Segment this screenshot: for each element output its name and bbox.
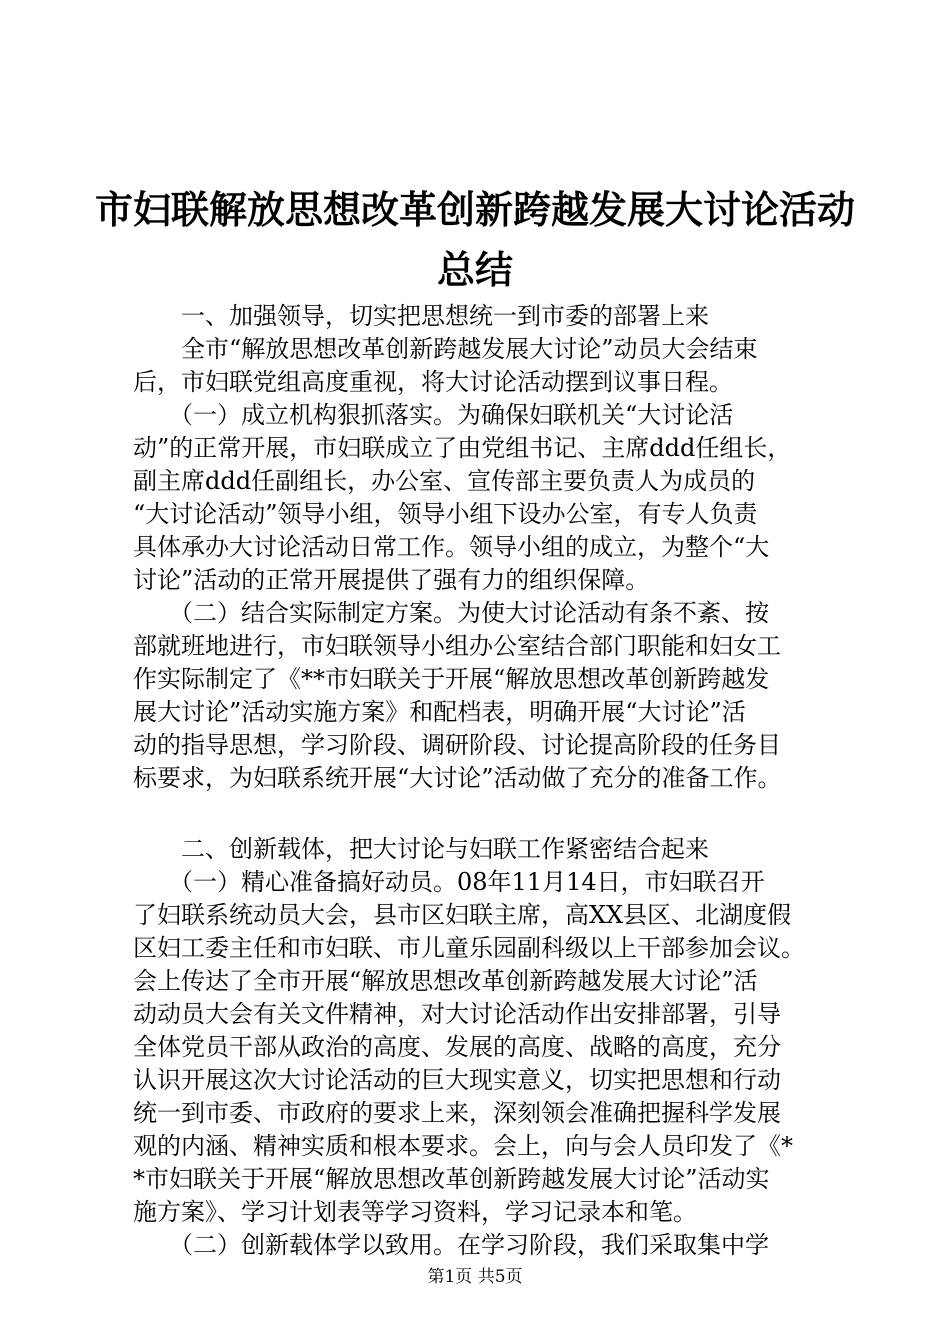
body-line: 全市“解放思想改革创新跨越发展大讨论”动员大会结束 — [133, 335, 758, 363]
body-line: 标要求，为妇联系统开展“大讨论”活动做了充分的准备工作。 — [133, 764, 782, 792]
body-line: 全体党员干部从政治的高度、发展的高度、战略的高度，充分 — [133, 1033, 781, 1061]
body-line: *市妇联关于开展“解放思想改革创新跨越发展大讨论”活动实 — [133, 1165, 770, 1193]
body-line: 一、加强领导，切实把思想统一到市委的部署上来 — [133, 302, 709, 330]
body-line: 统一到市委、市政府的要求上来，深刻领会准确把握科学发展 — [133, 1099, 781, 1127]
body-line: （一）精心准备搞好动员。08年11月14日，市妇联召开 — [133, 868, 765, 896]
body-line: 动动员大会有关文件精神，对大讨论活动作出安排部署，引导 — [133, 1000, 781, 1028]
document-title-line-2: 总结 — [436, 247, 513, 292]
body-line: 副主席ddd任副组长，办公室、宣传部主要负责人为成员的 — [133, 467, 756, 495]
body-line: 会上传达了全市开展“解放思想改革创新跨越发展大讨论”活 — [133, 967, 758, 995]
body-line: 了妇联系统动员大会，县市区妇联主席，高XX县区、北湖度假 — [133, 901, 792, 929]
body-line: 施方案》、学习计划表等学习资料，学习记录本和笔。 — [133, 1198, 697, 1226]
body-line: 展大讨论”活动实施方案》和配档表，明确开展“大讨论”活 — [133, 698, 746, 726]
body-line: 区妇工委主任和市妇联、市儿童乐园副科级以上干部参加会议。 — [133, 934, 805, 962]
body-line: （二）创新载体学以致用。在学习阶段，我们采取集中学 — [133, 1231, 769, 1259]
document-body — [133, 300, 833, 1262]
paragraph-gap — [133, 795, 833, 833]
body-line: “大讨论活动”领导小组，领导小组下设办公室，有专人负责 — [133, 500, 758, 528]
body-line: 动”的正常开展，市妇联成立了由党组书记、主席ddd任组长， — [133, 434, 792, 462]
body-line: （二）结合实际制定方案。为使大讨论活动有条不紊、按 — [133, 599, 769, 627]
body-line: 部就班地进行，市妇联领导小组办公室结合部门职能和妇女工 — [133, 632, 781, 660]
body-line: 认识开展这次大讨论活动的巨大现实意义，切实把思想和行动 — [133, 1066, 781, 1094]
body-line: 后，市妇联党组高度重视，将大讨论活动摆到议事日程。 — [133, 368, 733, 396]
body-line: 具体承办大讨论活动日常工作。领导小组的成立，为整个“大 — [133, 533, 770, 561]
document-title-line-1: 市妇联解放思想改革创新跨越发展大讨论活动 — [94, 187, 855, 232]
body-line: 讨论”活动的正常开展提供了强有力的组织保障。 — [133, 566, 650, 594]
body-line: 观的内涵、精神实质和根本要求。会上，向与会人员印发了《* — [133, 1132, 793, 1160]
body-line: 作实际制定了《**市妇联关于开展“解放思想改革创新跨越发 — [133, 665, 770, 693]
body-line: （一）成立机构狠抓落实。为确保妇联机关“大讨论活 — [133, 401, 734, 429]
body-line: 二、创新载体，把大讨论与妇联工作紧密结合起来 — [133, 835, 709, 863]
page-footer: 第1页 共5页 — [427, 1267, 523, 1287]
body-line: 动的指导思想，学习阶段、调研阶段、讨论提高阶段的任务目 — [133, 731, 781, 759]
